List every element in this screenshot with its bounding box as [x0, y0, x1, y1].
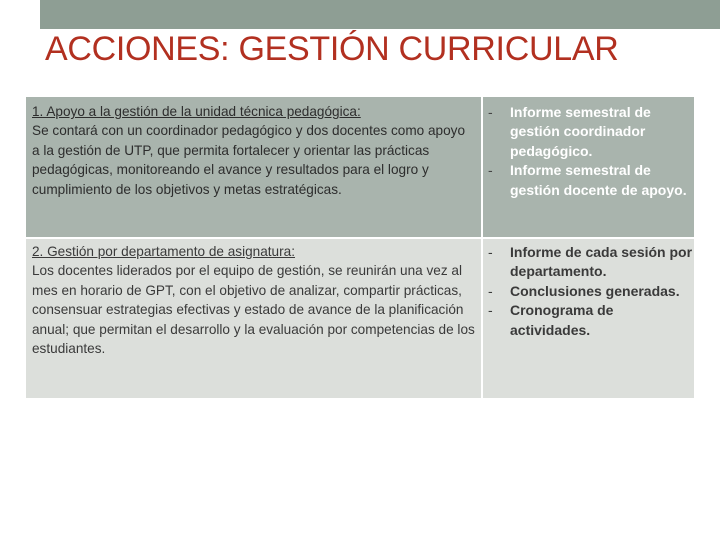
- row-divider: [26, 237, 694, 239]
- table-row: [26, 97, 694, 238]
- table-row: [26, 238, 694, 398]
- list-item: [488, 301, 693, 340]
- row-body: Los docentes liderados por el equipo de gestión, se reunirán una vez al mes en horario de GPT, con el objetivo de analizar, compartir prácticas, consensuar estrategias efectivas y estado de avance de la planificación anual; que permitan el desarrollo y la evaluación por competencias de los estudiantes.: [32, 263, 475, 357]
- row-heading: 2. Gestión por departamento de asignatura:: [32, 244, 295, 259]
- evidence-text: Informe semestral de gestión coordinador pedagógico.: [510, 104, 651, 159]
- row-body: Se contará con un coordinador pedagógico y dos docentes como apoyo a la gestión de UTP, que permita fortalecer y orientar las prácticas pedagógicas, monitoreando el avance y resultados para el logro y cumplimiento de los objetivos y metas estratégicas.: [32, 123, 466, 197]
- evidence-text: Informe de cada sesión por departamento.: [510, 244, 693, 280]
- evidence-text: Cronograma de actividades.: [510, 302, 614, 338]
- row-heading: 1. Apoyo a la gestión de la unidad técnica pedagógica:: [32, 104, 361, 119]
- column-divider: [481, 97, 483, 398]
- dash-marker: -: [488, 282, 493, 299]
- list-item: [488, 282, 693, 301]
- list-item: [488, 243, 693, 282]
- dash-marker: -: [488, 302, 493, 319]
- description-cell: [32, 102, 476, 199]
- slide-title: ACCIONES: GESTIÓN CURRICULAR: [45, 30, 619, 68]
- header-tab-cutout: [0, 0, 40, 29]
- dash-marker: -: [488, 104, 493, 120]
- list-item: [488, 161, 693, 200]
- evidence-cell: [488, 103, 693, 200]
- list-item: [488, 103, 693, 161]
- evidence-cell: [488, 243, 693, 340]
- dash-marker: -: [488, 162, 493, 179]
- evidence-text: Informe semestral de gestión docente de apoyo.: [510, 162, 687, 198]
- evidence-text: Conclusiones generadas.: [510, 282, 680, 299]
- dash-marker: -: [488, 244, 493, 260]
- header-band: [0, 0, 720, 29]
- description-cell: [32, 242, 476, 358]
